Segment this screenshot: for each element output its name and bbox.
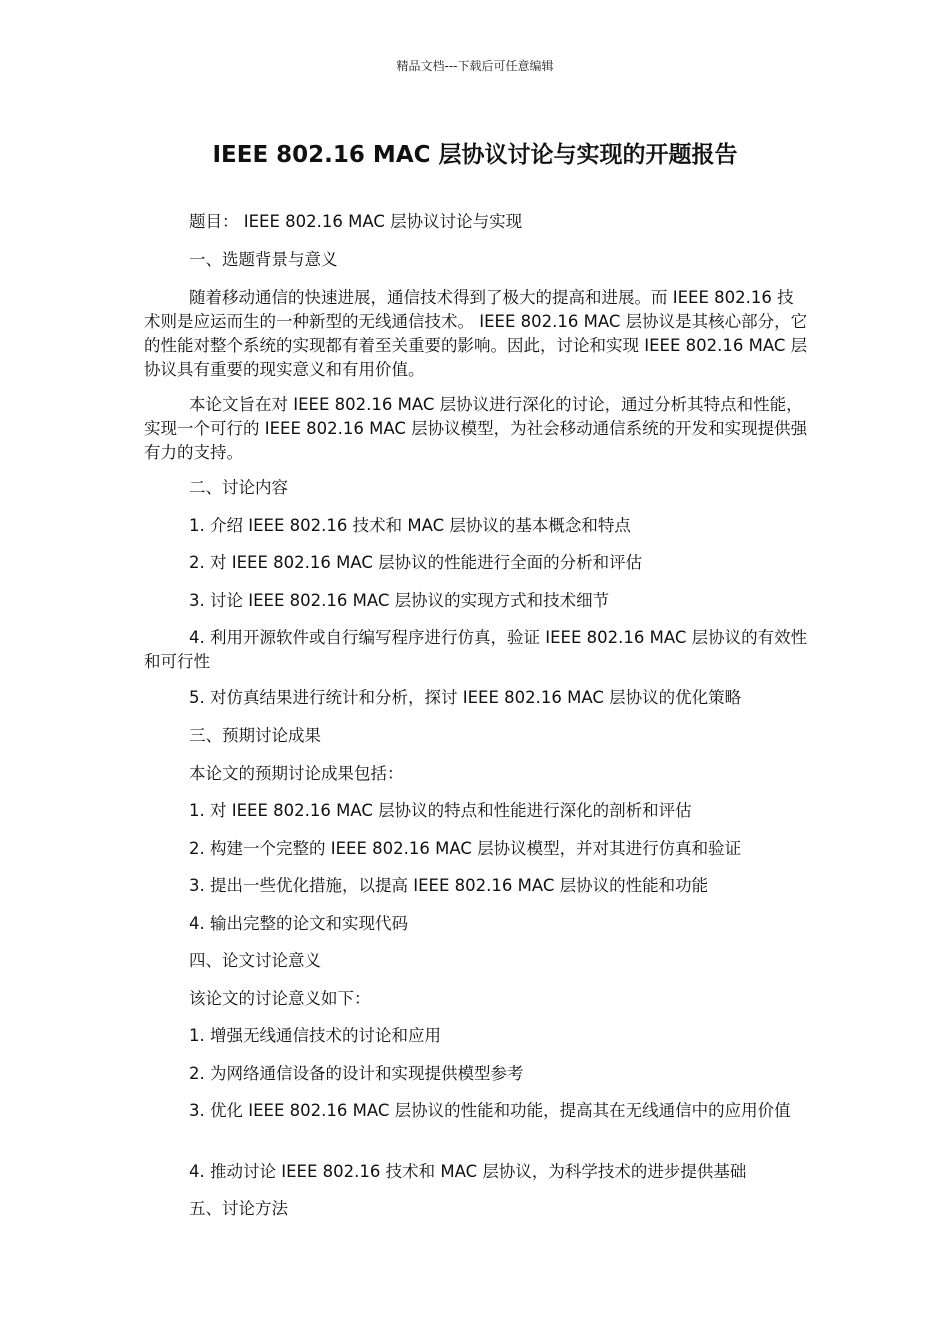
content-item-5: 5. 对仿真结果进行统计和分析，探讨 IEEE 802.16 MAC 层协议的优化策略 bbox=[189, 688, 742, 707]
section-heading-1: 一、选题背景与意义 bbox=[189, 250, 338, 269]
background-paragraph: 随着移动通信的快速进展，通信技术得到了极大的提高和进展。而 IEEE 802.16 技术则是应运而生的一种新型的无线通信技术。 IEEE 802.16 MAC 层协议是其核心部分，它的性能对整个系统的实现都有着至关重要的影响。因此，讨论和实现 IEEE 802.16 MAC 层协议具有重要的现实意义和有用价值。 bbox=[144, 288, 808, 379]
significance-item-4: 4. 推动讨论 IEEE 802.16 技术和 MAC 层协议，为科学技术的进步提供基础 bbox=[189, 1162, 747, 1181]
section-heading-2: 二、讨论内容 bbox=[189, 478, 288, 497]
section-heading-5: 五、讨论方法 bbox=[189, 1199, 288, 1218]
outcome-item-3: 3. 提出一些优化措施，以提高 IEEE 802.16 MAC 层协议的性能和功能 bbox=[189, 876, 709, 895]
outcome-item-2: 2. 构建一个完整的 IEEE 802.16 MAC 层协议模型，并对其进行仿真和验证 bbox=[189, 839, 742, 858]
outcome-item-1: 1. 对 IEEE 802.16 MAC 层协议的特点和性能进行深化的剖析和评估 bbox=[189, 801, 692, 820]
header-note: 精品文档---下载后可任意编辑 bbox=[396, 59, 554, 73]
topic-line: 题目： IEEE 802.16 MAC 层协议讨论与实现 bbox=[189, 212, 523, 231]
outcome-item-4: 4. 输出完整的论文和实现代码 bbox=[189, 914, 408, 933]
content-item-4: 4. 利用开源软件或自行编写程序进行仿真，验证 IEEE 802.16 MAC 层协议的有效性和可行性 bbox=[144, 628, 808, 671]
section-heading-4: 四、论文讨论意义 bbox=[189, 951, 321, 970]
purpose-paragraph: 本论文旨在对 IEEE 802.16 MAC 层协议进行深化的讨论，通过分析其特点和性能，实现一个可行的 IEEE 802.16 MAC 层协议模型，为社会移动通信系统的开发和实现提供强有力的支持。 bbox=[144, 395, 808, 462]
significance-intro: 该论文的讨论意义如下： bbox=[189, 989, 371, 1008]
section-heading-3: 三、预期讨论成果 bbox=[189, 726, 321, 745]
document-title: IEEE 802.16 MAC 层协议讨论与实现的开题报告 bbox=[212, 142, 738, 168]
significance-item-2: 2. 为网络通信设备的设计和实现提供模型参考 bbox=[189, 1064, 524, 1083]
content-item-1: 1. 介绍 IEEE 802.16 技术和 MAC 层协议的基本概念和特点 bbox=[189, 516, 631, 535]
outcomes-intro: 本论文的预期讨论成果包括： bbox=[189, 764, 404, 783]
significance-item-3: 3. 优化 IEEE 802.16 MAC 层协议的性能和功能，提高其在无线通信中的应用价值 bbox=[189, 1101, 791, 1120]
content-item-2: 2. 对 IEEE 802.16 MAC 层协议的性能进行全面的分析和评估 bbox=[189, 553, 643, 572]
significance-item-1: 1. 增强无线通信技术的讨论和应用 bbox=[189, 1026, 441, 1045]
content-item-3: 3. 讨论 IEEE 802.16 MAC 层协议的实现方式和技术细节 bbox=[189, 591, 610, 610]
